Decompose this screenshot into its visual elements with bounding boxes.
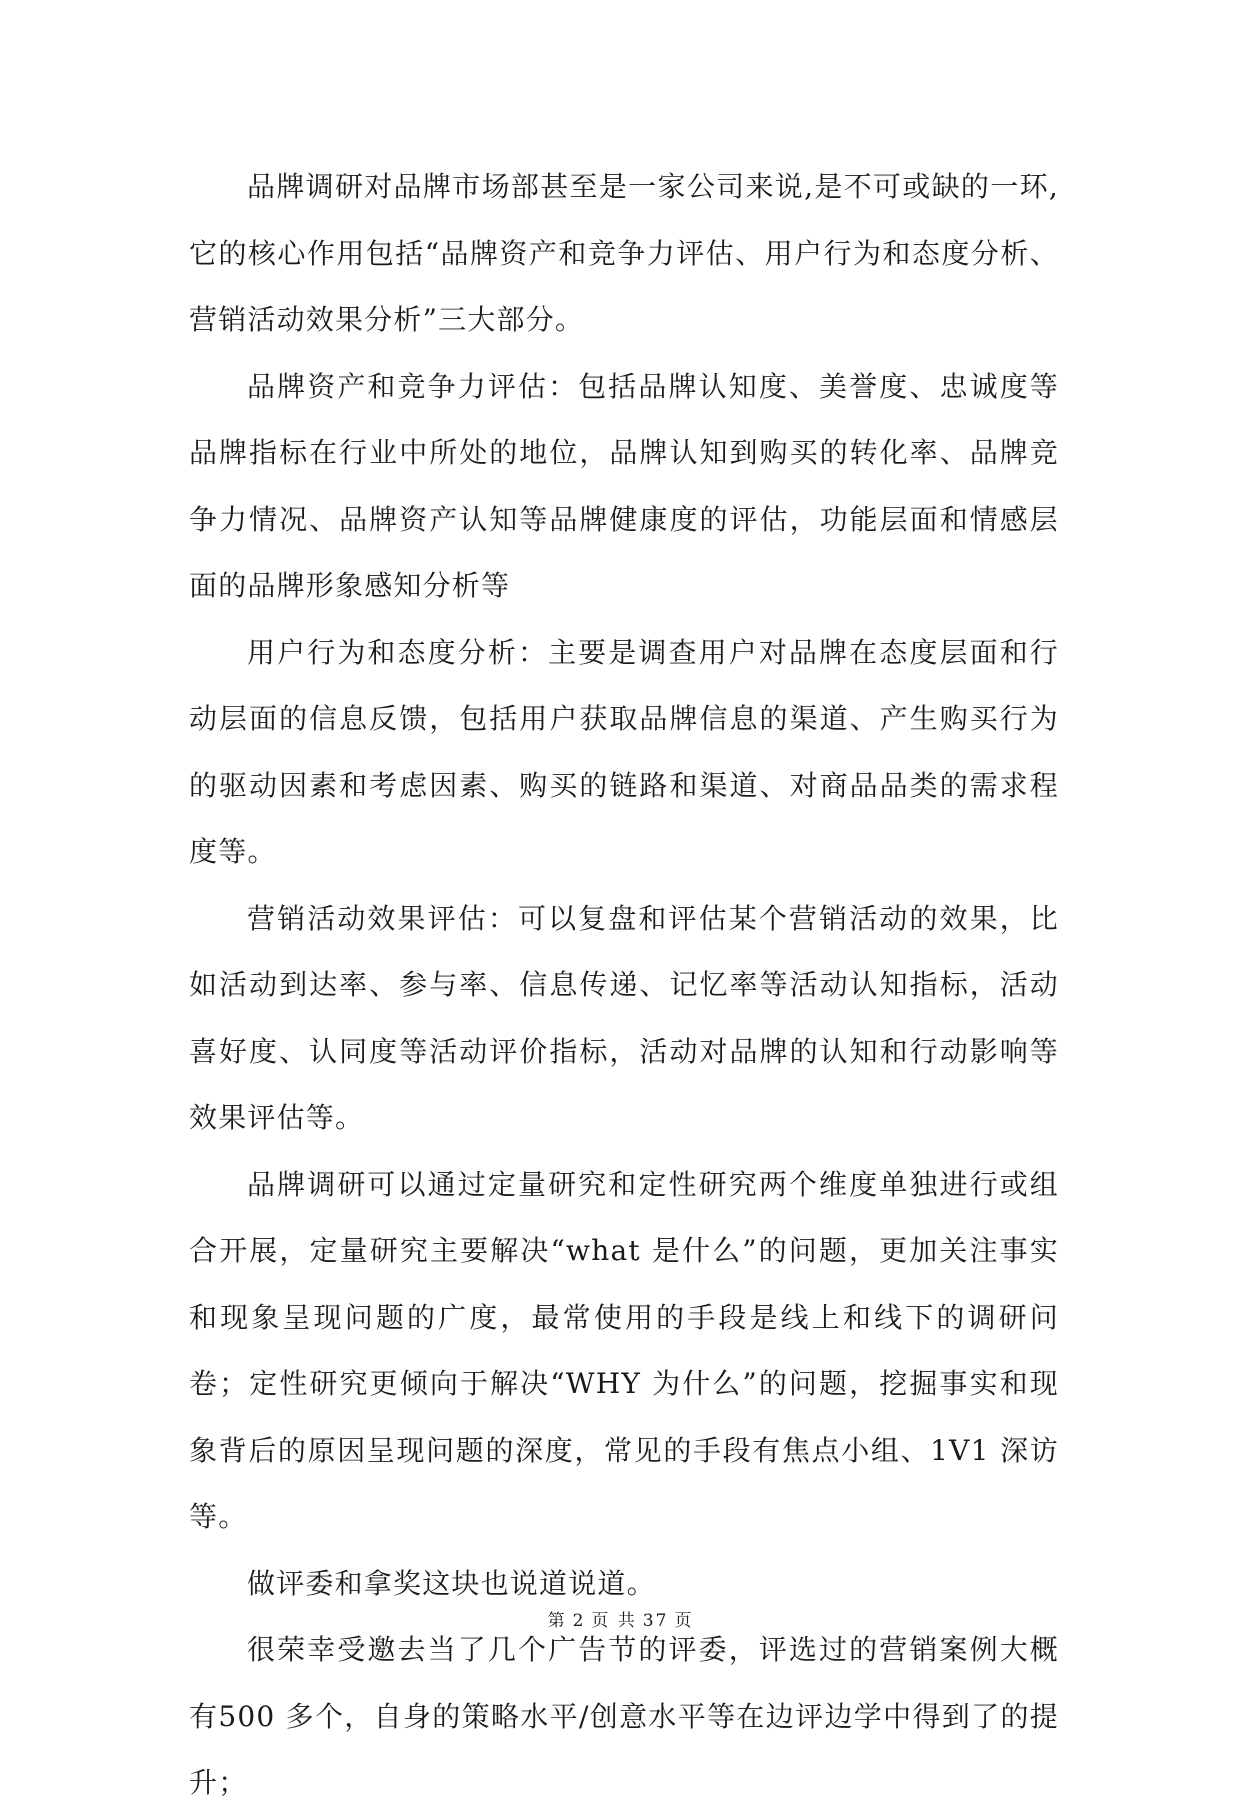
paragraph-intro: 品牌调研对品牌市场部甚至是一家公司来说,是不可或缺的一环,它的核心作用包括“品牌资产和竞争力评估、用户行为和态度分析、营销活动效果分析”三大部分。	[189, 170, 1059, 336]
page-body	[189, 154, 1059, 1817]
footer-prefix: 第	[547, 1611, 567, 1631]
paragraph-judging-detail: 很荣幸受邀去当了几个广告节的评委，评选过的营销案例大概有500 多个，自身的策略水平/创意水平等在边评边学中得到了的提升；	[189, 1633, 1059, 1799]
footer-total-pages: 37	[642, 1611, 669, 1631]
footer-middle: 页 共	[591, 1611, 637, 1631]
paragraph-judging: 做评委和拿奖这块也说道说道。	[247, 1566, 656, 1600]
paragraph-user-behavior: 用户行为和态度分析：主要是调查用户对品牌在态度层面和行动层面的信息反馈，包括用户获取品牌信息的渠道、产生购买行为的驱动因素和考虑因素、购买的链路和渠道、对商品品类的需求程度等。	[189, 635, 1059, 868]
page-footer	[0, 1606, 1241, 1631]
footer-current-page: 2	[572, 1611, 586, 1631]
footer-suffix: 页	[674, 1611, 694, 1631]
paragraph-brand-asset: 品牌资产和竞争力评估：包括品牌认知度、美誉度、忠诚度等品牌指标在行业中所处的地位，品牌认知到购买的转化率、品牌竞争力情况、品牌资产认知等品牌健康度的评估，功能层面和情感层面的品牌形象感知分析等	[189, 369, 1059, 602]
paragraph-marketing-effect: 营销活动效果评估：可以复盘和评估某个营销活动的效果，比如活动到达率、参与率、信息传递、记忆率等活动认知指标，活动喜好度、认同度等活动评价指标，活动对品牌的认知和行动影响等效果评估等。	[189, 901, 1059, 1134]
paragraph-research-methods: 品牌调研可以通过定量研究和定性研究两个维度单独进行或组合开展，定量研究主要解决“what 是什么”的问题，更加关注事实和现象呈现问题的广度，最常使用的手段是线上和线下的调研问卷；定性研究更倾向于解决“WHY 为什么”的问题，挖掘事实和现象背后的原因呈现问题的深度，常见的手段有焦点小组、1V1 深访等。	[189, 1167, 1059, 1533]
